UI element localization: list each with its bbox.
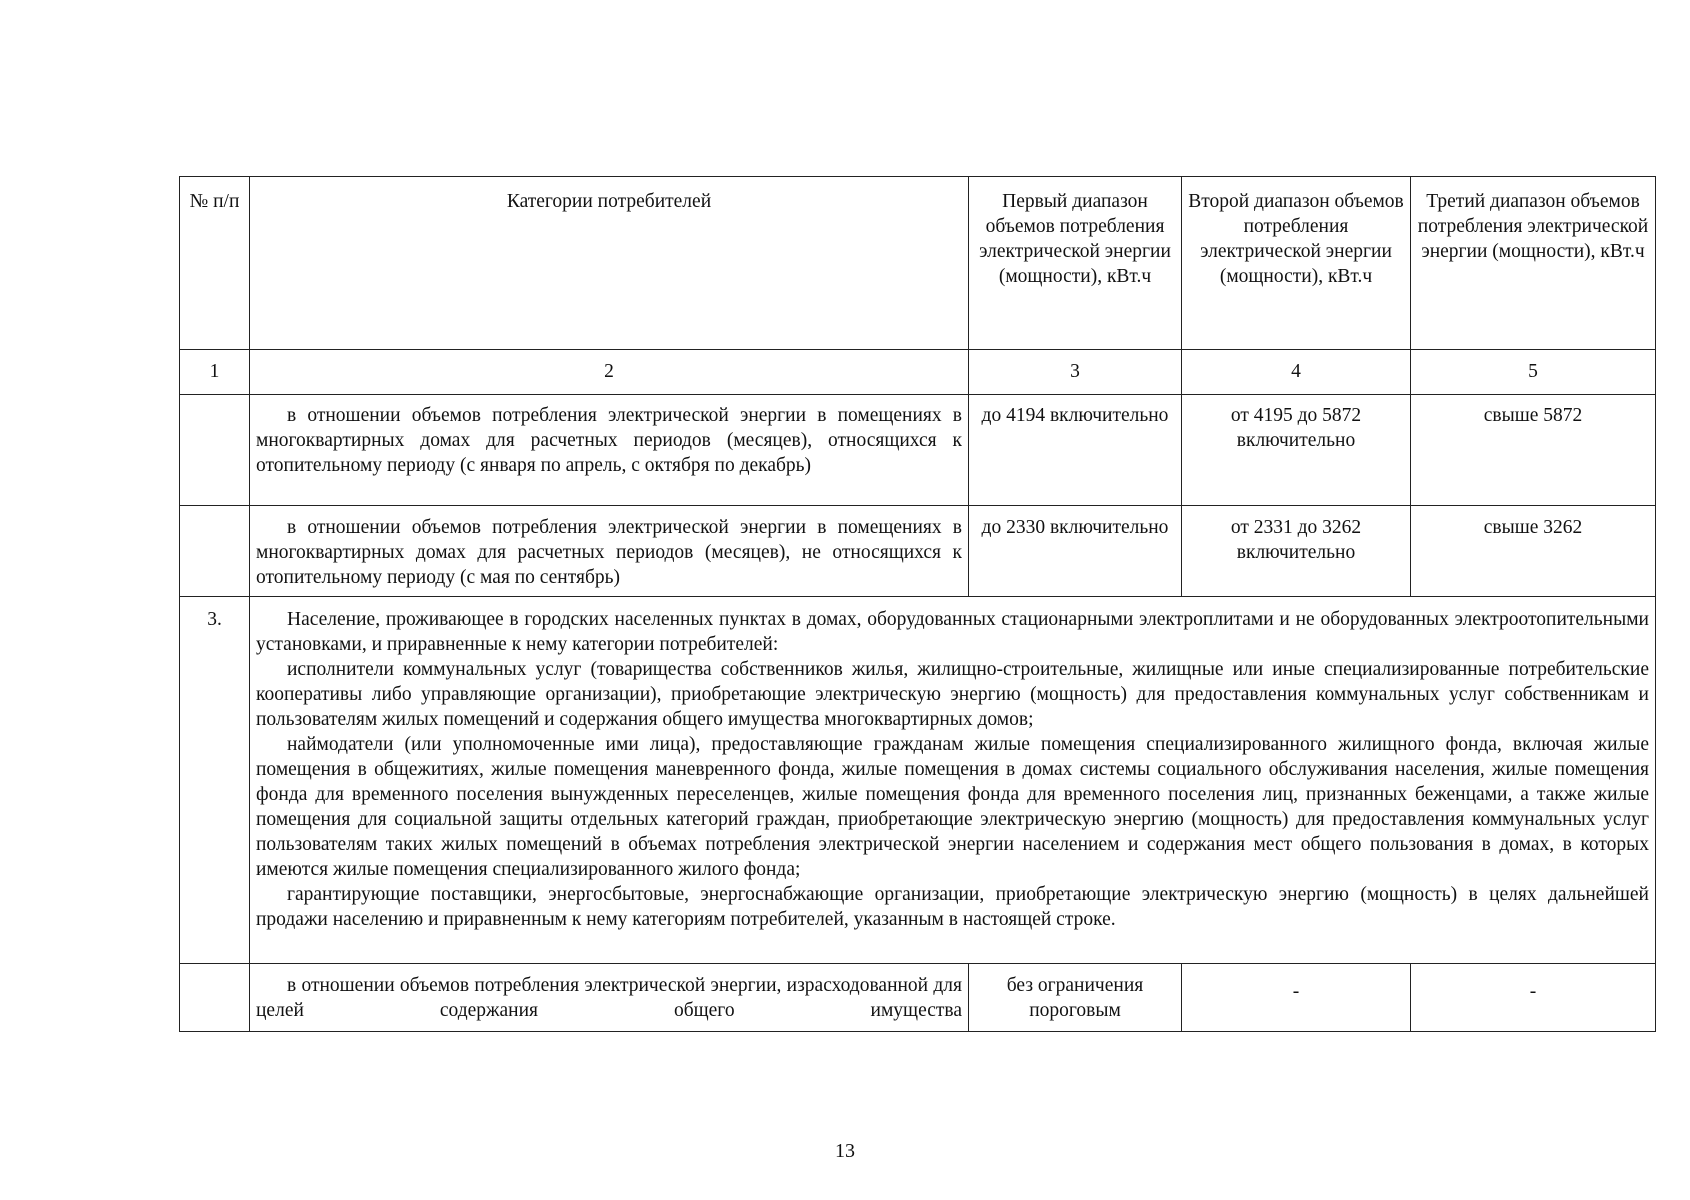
row-range2: от 4195 до 5872 включительно (1182, 395, 1411, 506)
column-number: 1 (180, 350, 250, 395)
row-num (180, 395, 250, 506)
table-row (180, 964, 1656, 1032)
column-number-row (180, 350, 1656, 395)
category-paragraph: исполнители коммунальных услуг (товарищества собственников жилья, жилищно-строительные, жилищные или иные специализированные потребительские кооперативы либо управляющие организации), приобретающие электрическую энергию (мощность) для предоставления коммунальных услуг собственникам и пользователям жилых помещений и содержания общего имущества многоквартирных домов; (256, 659, 1649, 730)
table-row (180, 597, 1656, 964)
column-number: 4 (1182, 350, 1411, 395)
column-number: 5 (1411, 350, 1656, 395)
table-row (180, 506, 1656, 597)
header-range2: Второй диапазон объемов потребления электрической энергии (мощности), кВт.ч (1182, 177, 1411, 350)
row-category-text: в отношении объемов потребления электрической энергии в помещениях в многоквартирных домах для расчетных периодов (месяцев), не относящихся к отопительному периоду (с мая по сентябрь) (256, 517, 962, 588)
header-category: Категории потребителей (250, 177, 969, 350)
category-paragraph: наймодатели (или уполномоченные ими лица), предоставляющие гражданам жилые помещения специализированного жилищного фонда, включая жилые помещения в общежитиях, жилые помещения маневренного фонда, жилые помещения в домах системы социального обслуживания населения, жилые помещения фонда для временного поселения вынужденных переселенцев, жилые помещения фонда для временного поселения лиц, признанных беженцами, а также жилые помещения для социальной защиты отдельных категорий граждан, приобретающие электрическую энергию (мощность) для предоставления коммунальных услуг пользователям таких жилых помещений в объемах потребления электрической энергии населением и содержания мест общего пользования в домах, в которых имеются жилые помещения специализированного жилого фонда; (256, 734, 1649, 880)
row-category-text: в отношении объемов потребления электрической энергии, израсходованной для целей содержания общего имущества (256, 975, 962, 1021)
row-category (250, 395, 969, 506)
row-range3-dash: - (1529, 981, 1537, 1002)
row-category-merged (250, 597, 1656, 964)
column-number: 2 (250, 350, 969, 395)
row-range1: без ограничения пороговым (969, 964, 1182, 1032)
table-header-row (180, 177, 1656, 350)
row-category (250, 964, 969, 1032)
row-range1: до 2330 включительно (969, 506, 1182, 597)
column-number: 3 (969, 350, 1182, 395)
row-range2: от 2331 до 3262 включительно (1182, 506, 1411, 597)
row-range2 (1182, 964, 1411, 1032)
row-range1: до 4194 включительно (969, 395, 1182, 506)
row-category-text: в отношении объемов потребления электрической энергии в помещениях в многоквартирных домах для расчетных периодов (месяцев), относящихся к отопительному периоду (с января по апрель, с октября по декабрь) (256, 405, 962, 476)
category-paragraph: Население, проживающее в городских населенных пунктах в домах, оборудованных стационарными электроплитами и не оборудованных электроотопительными установками, и приравненные к нему категории потребителей: (256, 609, 1649, 655)
row-range3 (1411, 964, 1656, 1032)
row-range3: свыше 3262 (1411, 506, 1656, 597)
row-num: 3. (180, 597, 250, 964)
category-paragraph: гарантирующие поставщики, энергосбытовые, энергоснабжающие организации, приобретающие электрическую энергию (мощность) в целях дальнейшей продажи населению и приравненным к нему категориям потребителей, указанным в настоящей строке. (256, 884, 1649, 930)
row-num (180, 964, 250, 1032)
row-category (250, 506, 969, 597)
page-number: 13 (835, 1140, 855, 1162)
row-num (180, 506, 250, 597)
table-row (180, 395, 1656, 506)
header-range1: Первый диапазон объемов потребления электрической энергии (мощности), кВт.ч (969, 177, 1182, 350)
row-range3: свыше 5872 (1411, 395, 1656, 506)
header-range3: Третий диапазон объемов потребления электрической энергии (мощности), кВт.ч (1411, 177, 1656, 350)
row-range2-dash: - (1292, 981, 1300, 1002)
header-num: № п/п (180, 177, 250, 350)
tariff-table (179, 176, 1656, 1032)
